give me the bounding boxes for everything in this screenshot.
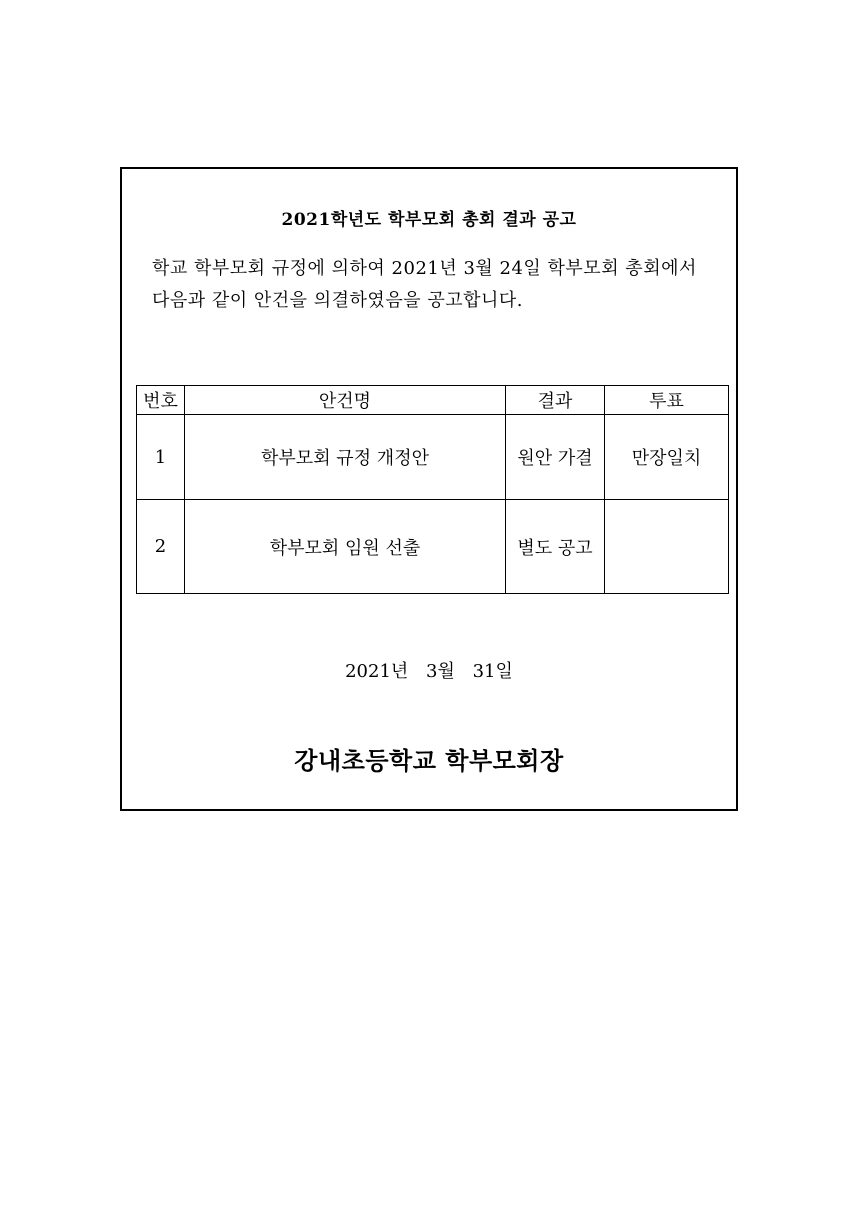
agenda-table [136,385,729,594]
cell-number: 2 [137,500,185,594]
table-header-row [137,386,729,415]
cell-result: 원안 가결 [506,415,605,500]
cell-agenda-item: 학부모회 규정 개정안 [185,415,506,500]
cell-result: 별도 공고 [506,500,605,594]
cell-vote [605,500,729,594]
notice-frame [120,167,738,811]
notice-intro: 학교 학부모회 규정에 의하여 2021년 3월 24일 학부모회 총회에서 다음과 같이 안건을 의결하였음을 공고합니다. [152,258,697,311]
table-row [137,415,729,500]
cell-agenda-item: 학부모회 임원 선출 [185,500,506,594]
signature: 강내초등학교 학부모회장 [294,746,564,775]
header-number: 번호 [137,386,185,415]
header-result: 결과 [506,386,605,415]
cell-number: 1 [137,415,185,500]
table-row [137,500,729,594]
header-agenda-item: 안건명 [185,386,506,415]
header-vote: 투표 [605,386,729,415]
notice-title: 2021학년도 학부모회 총회 결과 공고 [281,210,577,230]
cell-vote: 만장일치 [605,415,729,500]
notice-date: 2021년 3월 31일 [345,661,513,682]
